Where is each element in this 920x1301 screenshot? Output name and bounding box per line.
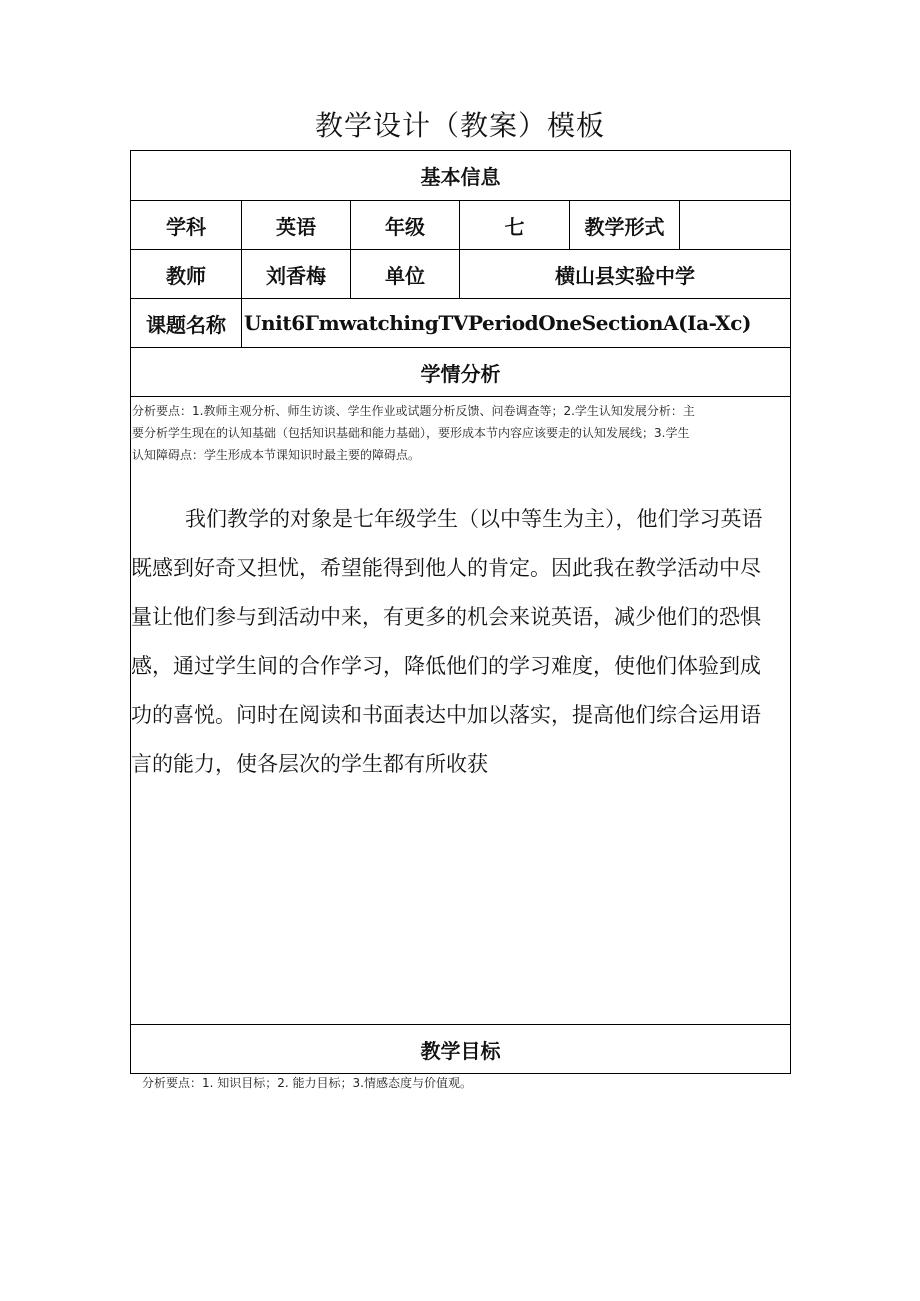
- analysis-hint-line: 认知障碍点：学生形成本节课知识时最主要的障碍点。: [132, 448, 421, 462]
- analysis-body-line: 感，通过学生间的合作学习，降低他们的学习难度，使他们体验到成: [131, 654, 761, 678]
- objectives-header: 教学目标: [420, 1038, 501, 1063]
- grade-value: 七: [460, 201, 570, 249]
- objectives-hint: 分析要点：1. 知识目标；2. 能力目标；3.情感态度与价值观。: [142, 1076, 472, 1090]
- basic-info-header: 基本信息: [420, 165, 501, 189]
- analysis-body-line: 量让他们参与到活动中来，有更多的机会来说英语，减少他们的恐惧: [131, 605, 761, 629]
- teaching-form-label: 教学形式: [570, 201, 680, 249]
- teaching-form-value: [680, 201, 790, 249]
- unit-value: 横山县实验中学: [555, 263, 695, 288]
- teacher-label: 教师: [131, 250, 242, 298]
- grade-label: 年级: [351, 201, 460, 249]
- topic-value: Unit6ΓmwatchingTVPeriodOneSectionA(Ia-Xc): [244, 311, 752, 335]
- lesson-plan-table: [130, 150, 791, 1074]
- topic-label: 课题名称: [131, 299, 242, 347]
- analysis-hint: [132, 400, 791, 466]
- analysis-body-line: 既感到好奇又担忧，希望能得到他人的肯定。因此我在教学活动中尽: [131, 556, 761, 580]
- subject-row: [131, 201, 790, 250]
- analysis-body: [131, 495, 792, 789]
- subject-label: 学科: [131, 201, 242, 249]
- topic-row: [131, 299, 790, 348]
- teacher-row: [131, 250, 790, 299]
- analysis-body-line: 言的能力，使各层次的学生都有所收获: [131, 752, 488, 776]
- analysis-content: [131, 397, 790, 1025]
- analysis-hint-line: 分析要点：1.教师主观分析、师生访谈、学生作业或试题分析反馈、问卷调查等；2.学生认知发展分析：主: [132, 404, 695, 418]
- analysis-hint-line: 要分析学生现在的认知基础（包括知识基础和能力基础），要形成本节内容应该要走的认知发展线；3.学生: [132, 426, 690, 440]
- analysis-header-row: [131, 348, 790, 397]
- teacher-value: 刘香梅: [242, 250, 351, 298]
- analysis-body-line: 我们教学的对象是七年级学生（以中等生为主），他们学习英语: [185, 507, 763, 531]
- analysis-body-line: 功的喜悦。问时在阅读和书面表达中加以落实，提高他们综合运用语: [131, 703, 761, 727]
- basic-info-header-row: [131, 151, 790, 201]
- objectives-header-row: [131, 1025, 790, 1073]
- document-title: 教学设计（教案）模板: [314, 109, 605, 142]
- analysis-header: 学情分析: [420, 361, 501, 386]
- unit-label: 单位: [351, 250, 460, 298]
- subject-value: 英语: [242, 201, 351, 249]
